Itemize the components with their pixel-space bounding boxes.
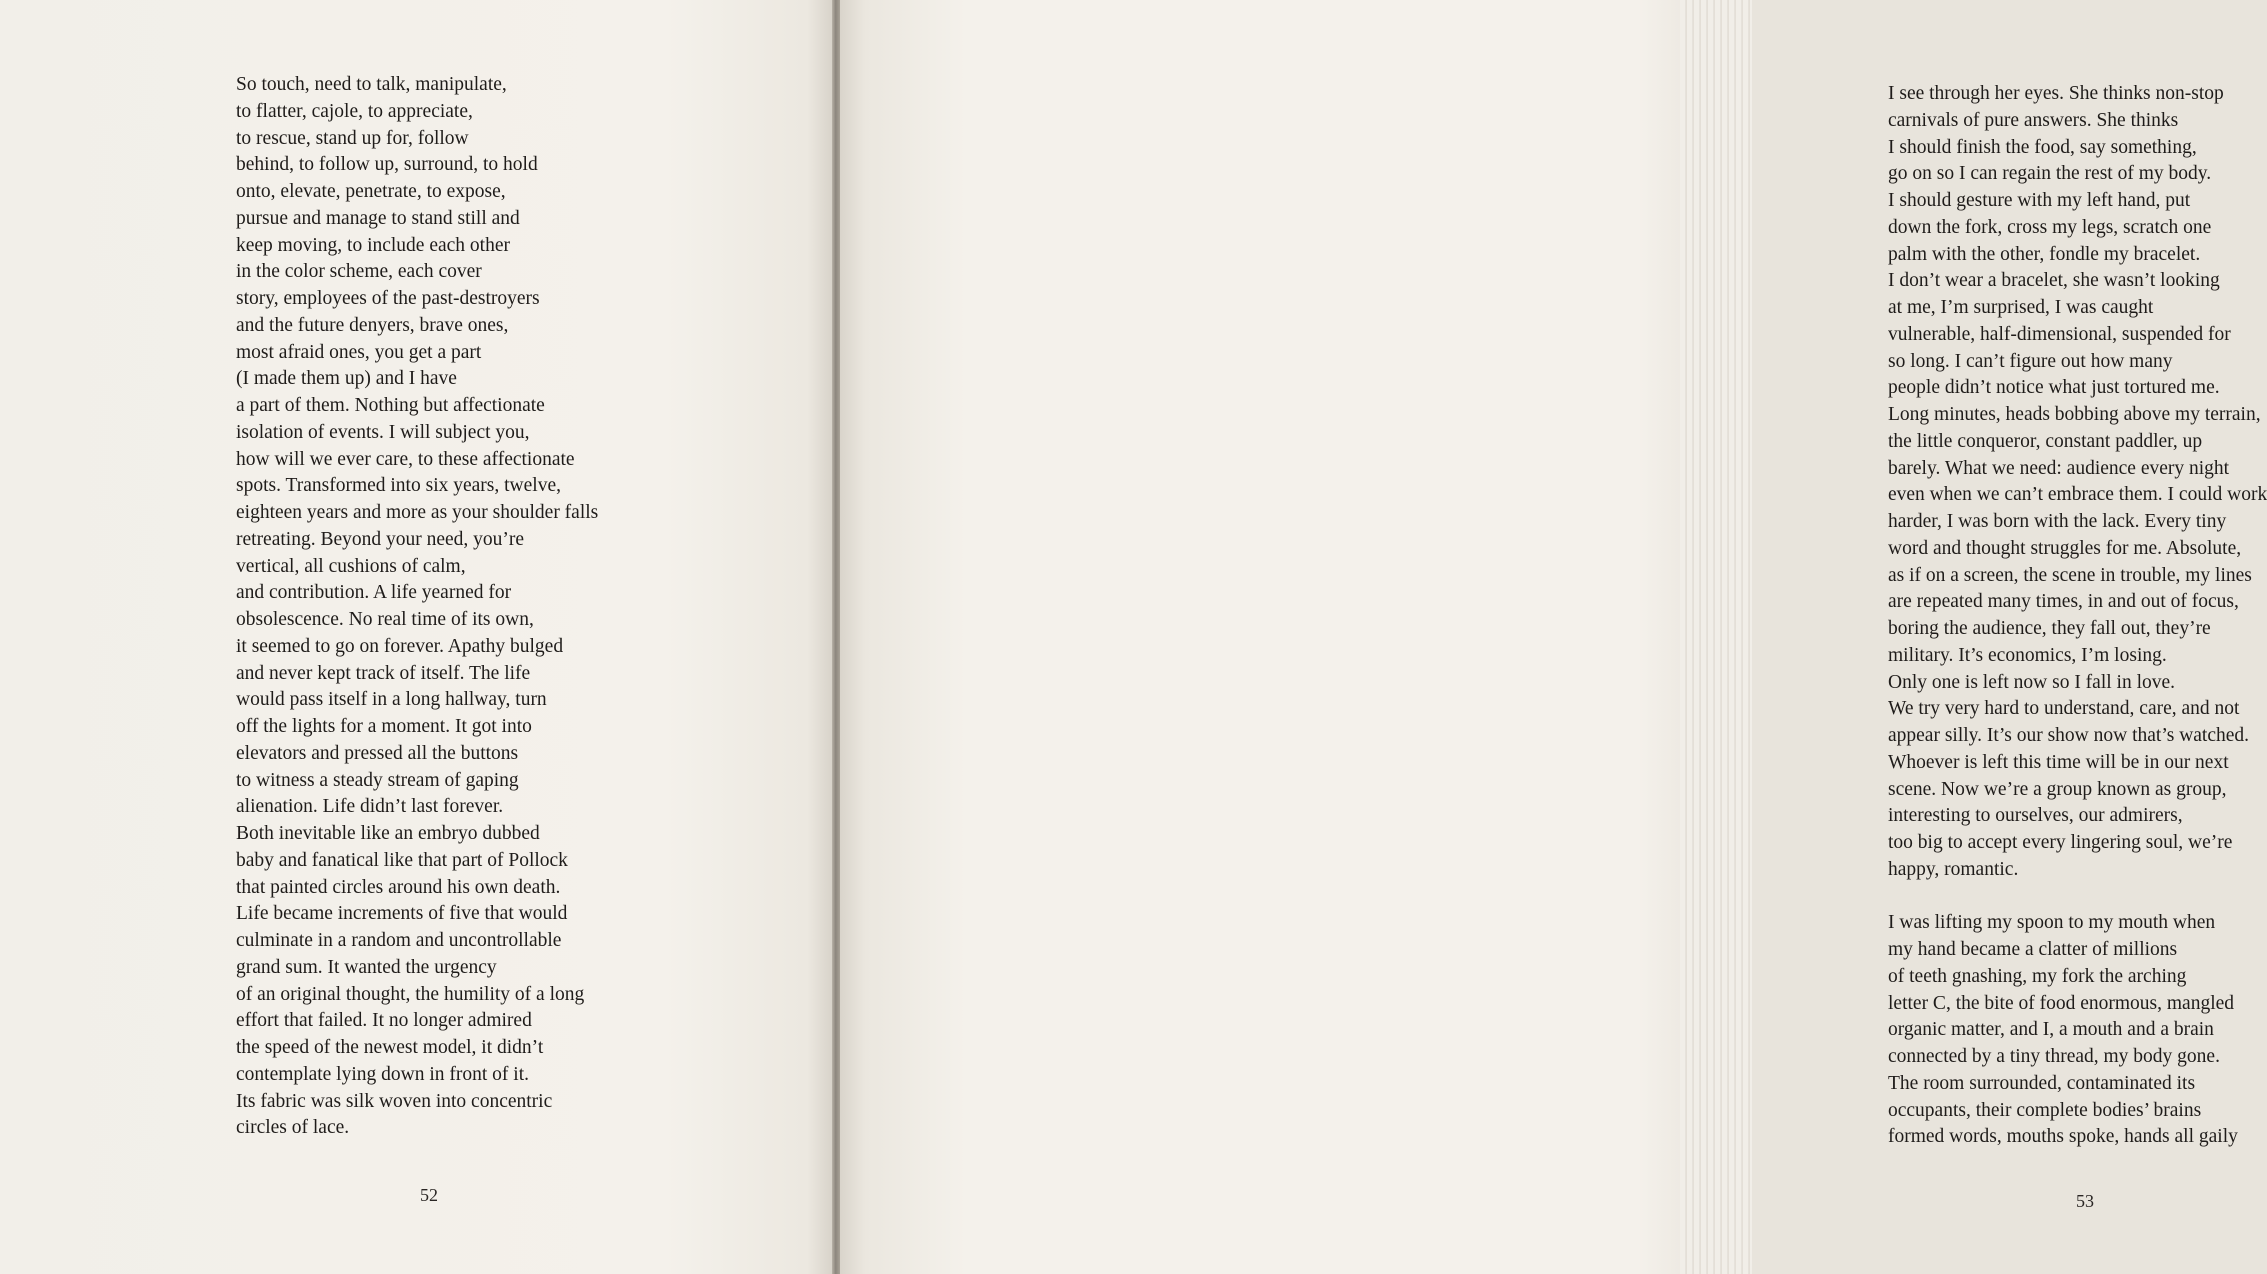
text-line: pursue and manage to stand still and	[236, 207, 520, 229]
text-line: barely. What we need: audience every night	[1888, 457, 2230, 479]
text-line: alienation. Life didn’t last forever.	[236, 796, 504, 818]
text-line: connected by a tiny thread, my body gone.	[1888, 1046, 2220, 1067]
text-line: most afraid ones, you get a part	[236, 341, 482, 363]
text-line: military. It’s economics, I’m losing.	[1888, 644, 2167, 666]
text-line: Both inevitable like an embryo dubbed	[236, 823, 540, 844]
text-line: I should finish the food, say something,	[1888, 136, 2197, 158]
text-line: down the fork, cross my legs, scratch one	[1888, 216, 2212, 238]
stanza-2	[1888, 910, 2267, 1151]
text-line: appear silly. It’s our show now that’s watched.	[1888, 725, 2250, 746]
text-line: scene. Now we’re a group known as group,	[1888, 778, 2227, 800]
text-line: too big to accept every lingering soul, we’re	[1888, 832, 2233, 853]
right-page	[840, 0, 2267, 1274]
text-line: effort that failed. It no longer admired	[236, 1010, 532, 1032]
text-line: eighteen years and more as your shoulder falls	[236, 502, 599, 523]
text-line: to witness a steady stream of gaping	[236, 769, 519, 791]
text-line: how will we ever care, to these affectionate	[236, 448, 575, 470]
text-line: grand sum. It wanted the urgency	[236, 956, 497, 978]
text-line: So touch, need to talk, manipulate,	[236, 74, 507, 95]
text-line: off the lights for a moment. It got into	[236, 716, 532, 737]
text-line: and contribution. A life yearned for	[236, 582, 512, 604]
text-line: and the future denyers, brave ones,	[236, 314, 509, 336]
text-line: so long. I can’t figure out how many	[1888, 350, 2173, 372]
text-line: contemplate lying down in front of it.	[236, 1063, 529, 1085]
text-line: elevators and pressed all the buttons	[236, 742, 519, 764]
text-line: boring the audience, they fall out, they’re	[1888, 618, 2211, 639]
text-line: (I made them up) and I have	[236, 368, 457, 390]
text-line: occupants, their complete bodies’ brains	[1888, 1099, 2202, 1121]
text-line: baby and fanatical like that part of Pollock	[236, 849, 568, 871]
text-line: the little conqueror, constant paddler, up	[1888, 430, 2203, 452]
text-line: I don’t wear a bracelet, she wasn’t looking	[1888, 270, 2220, 292]
text-line: behind, to follow up, surround, to hold	[236, 154, 538, 176]
text-line: The room surrounded, contaminated its	[1888, 1072, 2196, 1094]
text-line: spots. Transformed into six years, twelve,	[236, 475, 561, 497]
text-line: Its fabric was silk woven into concentric	[236, 1090, 553, 1112]
text-line: letter C, the bite of food enormous, mangled	[1888, 992, 2235, 1014]
text-line: that painted circles around his own death.	[236, 876, 561, 898]
text-line: Long minutes, heads bobbing above my terrain,	[1888, 404, 2261, 425]
stanza-1	[1888, 81, 2267, 884]
text-line: to flatter, cajole, to appreciate,	[236, 100, 473, 122]
text-line: it seemed to go on forever. Apathy bulged	[236, 635, 564, 657]
page-edges	[1680, 0, 1752, 1274]
text-line: Whoever is left this time will be in our next	[1888, 751, 2229, 773]
text-line: We try very hard to understand, care, and not	[1888, 698, 2240, 720]
text-line: people didn’t notice what just tortured me.	[1888, 377, 2220, 399]
text-line: of an original thought, the humility of a long	[236, 983, 585, 1005]
text-line: isolation of events. I will subject you,	[236, 421, 530, 443]
text-line: to rescue, stand up for, follow	[236, 127, 469, 149]
text-line: would pass itself in a long hallway, turn	[236, 689, 547, 711]
text-line: of teeth gnashing, my fork the arching	[1888, 965, 2187, 987]
text-line: organic matter, and I, a mouth and a brain	[1888, 1019, 2214, 1041]
text-line: Life became increments of five that would	[236, 903, 568, 925]
text-line: the speed of the newest model, it didn’t	[236, 1037, 544, 1058]
page-number-right: 53	[2076, 1191, 2094, 1211]
text-line: I see through her eyes. She thinks non-stop	[1888, 83, 2224, 104]
text-line: vertical, all cushions of calm,	[236, 555, 466, 577]
text-line: are repeated many times, in and out of focus,	[1888, 591, 2239, 613]
left-page-poem	[236, 72, 598, 1142]
text-line: I should gesture with my left hand, put	[1888, 190, 2191, 211]
text-line: word and thought struggles for me. Absolute,	[1888, 537, 2242, 559]
text-line: vulnerable, half-dimensional, suspended for	[1888, 323, 2231, 345]
text-line: retreating. Beyond your need, you’re	[236, 528, 525, 550]
text-line: keep moving, to include each other	[236, 234, 510, 256]
text-line: go on so I can regain the rest of my body.	[1888, 163, 2212, 185]
stanza-break	[1888, 884, 2267, 911]
text-line: even when we can’t embrace them. I could work	[1888, 484, 2267, 506]
text-line: Only one is left now so I fall in love.	[1888, 671, 2176, 693]
text-line: harder, I was born with the lack. Every tiny	[1888, 511, 2227, 532]
text-line: my hand became a clatter of millions	[1888, 939, 2178, 960]
text-line: formed words, mouths spoke, hands all gaily	[1888, 1126, 2238, 1148]
text-line: I was lifting my spoon to my mouth when	[1888, 912, 2216, 934]
text-line: onto, elevate, penetrate, to expose,	[236, 181, 506, 202]
text-line: culminate in a random and uncontrollable	[236, 930, 562, 951]
text-line: in the color scheme, each cover	[236, 261, 482, 283]
text-line: and never kept track of itself. The life	[236, 662, 531, 684]
text-line: as if on a screen, the scene in trouble, my lines	[1888, 564, 2252, 586]
text-line: a part of them. Nothing but affectionate	[236, 395, 545, 416]
text-line: happy, romantic.	[1888, 858, 2019, 880]
text-line: circles of lace.	[236, 1117, 350, 1139]
left-page	[0, 0, 832, 1274]
book-gutter	[832, 0, 840, 1274]
text-line: at me, I’m surprised, I was caught	[1888, 297, 2154, 318]
text-line: palm with the other, fondle my bracelet.	[1888, 243, 2201, 265]
text-line: interesting to ourselves, our admirers,	[1888, 805, 2183, 827]
right-page-poem	[1888, 81, 2267, 1151]
text-line: obsolescence. No real time of its own,	[236, 609, 534, 630]
page-number-left: 52	[420, 1185, 438, 1205]
text-line: carnivals of pure answers. She thinks	[1888, 109, 2179, 131]
text-line: story, employees of the past-destroyers	[236, 288, 540, 309]
